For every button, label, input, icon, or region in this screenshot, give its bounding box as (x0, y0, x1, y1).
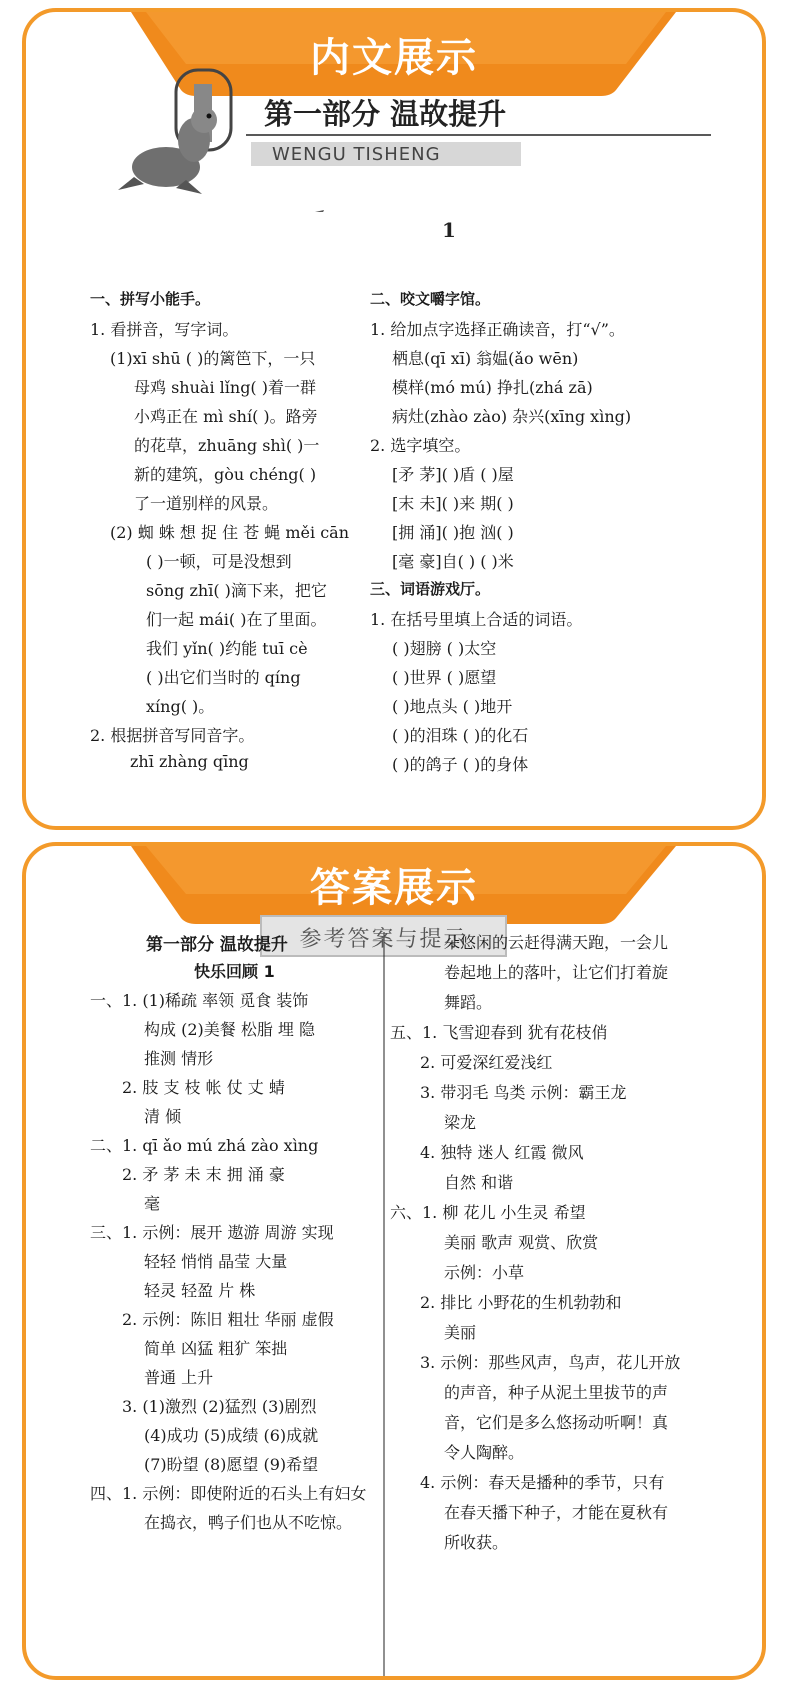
text-line: 五、1. 飞雪迎春到 犹有花枝俏 (390, 1023, 608, 1042)
text-line: 快乐回顾 1 (194, 962, 275, 981)
text-line: 三、1. 示例：展开 遨游 周游 实现 (90, 1223, 334, 1242)
text-line: 的声音，种子从泥土里拔节的声 (444, 1383, 669, 1402)
banner1-title: 内文展示 (310, 35, 478, 81)
text-line: 在春天播下种子，才能在夏秋有 (444, 1503, 669, 1522)
text-line: 普通 上升 (144, 1368, 214, 1387)
text-line: (2) 蜘 蛛 想 捉 住 苍 蝇 měi cān (110, 523, 350, 542)
boy-mascot-icon (288, 210, 324, 212)
section-badge-number: 1 (442, 218, 456, 242)
text-line: ( )的鸽子 ( )的身体 (392, 755, 529, 774)
text-line: 4. 独特 迷人 红霞 微风 (420, 1143, 584, 1162)
text-line: ( )一顿，可是没想到 (146, 552, 292, 571)
text-line: (4)成功 (5)成绩 (6)成就 (144, 1426, 319, 1445)
text-line: 所收获。 (444, 1533, 509, 1552)
text-line: 模样(mó mú) 挣扎(zhá zā) (392, 378, 593, 397)
text-line: 3. (1)激烈 (2)猛烈 (3)剧烈 (122, 1397, 317, 1416)
text-line: 二、1. qī ǎo mú zhá zào xìng (90, 1136, 319, 1155)
text-line: 病灶(zhào zào) 杂兴(xīng xìng) (392, 407, 632, 426)
text-line: 栖息(qī xī) 翁媪(ǎo wēn) (392, 349, 579, 368)
part-title: 第一部分 温故提升 (264, 97, 507, 131)
text-line: xíng( )。 (146, 697, 215, 716)
text-line: 的花草，zhuāng shì( )一 (134, 436, 320, 455)
text-line: 一、1. (1)稀疏 率领 觅食 装饰 (90, 991, 309, 1010)
text-line: 美丽 歌声 观赏、欣赏 (444, 1233, 599, 1252)
text-line: 2. 矛 茅 未 末 拥 涌 豪 (122, 1165, 285, 1184)
text-line: 推测 情形 (144, 1049, 214, 1068)
text-line: 舞蹈。 (444, 993, 493, 1012)
text-line: (1)xī shū ( )的篱笆下，一只 (110, 349, 316, 368)
text-line: 轻灵 轻盈 片 株 (144, 1281, 256, 1300)
text-line: 令人陶醉。 (444, 1443, 525, 1462)
text-line: 2. 根据拼音写同音字。 (90, 726, 255, 745)
text-line: 第一部分 温故提升 (146, 935, 288, 955)
answer-preview-panel (22, 842, 766, 1680)
text-line: 在捣衣，鸭子们也从不吃惊。 (144, 1513, 353, 1532)
text-line: 1. 给加点字选择正确读音，打“√”。 (370, 320, 625, 339)
seal-illustration-icon (118, 107, 217, 194)
text-line: 清 倾 (144, 1107, 182, 1126)
text-line: 3. 带羽毛 鸟类 示例：霸王龙 (420, 1083, 627, 1102)
content-preview-panel (22, 8, 766, 830)
text-line: zhī zhàng qīng (130, 752, 249, 771)
text-line: 构成 (2)美餐 松脂 埋 隐 (144, 1020, 316, 1039)
text-line: 3. 示例：那些风声，鸟声，花儿开放 (420, 1353, 681, 1372)
text-line: [拥 涌]( )抱 汹( ) (392, 523, 514, 542)
text-line: 音，它们是多么悠扬动听啊！真 (444, 1413, 669, 1432)
text-line: 卷起地上的落叶，让它们打着旋 (444, 963, 669, 982)
text-line: [矛 茅]( )盾 ( )屋 (392, 465, 514, 484)
text-line: (7)盼望 (8)愿望 (9)希望 (144, 1455, 319, 1474)
text-line: 四、1. 示例：即使附近的石头上有妇女 (90, 1484, 367, 1503)
text-line: 简单 凶猛 粗犷 笨拙 (144, 1339, 288, 1358)
text-line: 六、1. 柳 花儿 小生灵 希望 (390, 1203, 586, 1222)
text-line: sōng zhī( )滴下来，把它 (146, 581, 327, 600)
part-pinyin: WENGU TISHENG (272, 144, 441, 165)
text-line: 美丽 (444, 1323, 477, 1342)
text-line: ( )的泪珠 ( )的化石 (392, 726, 529, 745)
text-line: [毫 豪]自( ) ( )米 (392, 552, 514, 571)
banner2-title: 答案展示 (310, 865, 478, 911)
text-line: 2. 可爱深红爱浅红 (420, 1053, 553, 1072)
text-line: 母鸡 shuài lǐng( )着一群 (134, 378, 317, 397)
text-line: 新的建筑，gòu chéng( ) (134, 465, 317, 484)
text-line: 1. 在括号里填上合适的词语。 (370, 610, 583, 629)
answer-title: 参考答案与提示 (299, 927, 468, 952)
text-line: 1. 看拼音，写字词。 (90, 320, 239, 339)
text-line: 一、拼写小能手。 (90, 290, 211, 308)
text-line: ( )翅膀 ( )太空 (392, 639, 497, 658)
text-line: ( )出它们当时的 qíng (146, 668, 301, 687)
text-line: 2. 选字填空。 (370, 436, 471, 455)
text-line: 二、咬文嚼字馆。 (370, 290, 491, 308)
text-line: 朵悠闲的云赶得满天跑，一会儿 (444, 933, 669, 952)
text-line: 2. 排比 小野花的生机勃勃和 (420, 1293, 622, 1312)
text-line: ( )地点头 ( )地开 (392, 697, 513, 716)
text-line: 轻轻 悄悄 晶莹 大量 (144, 1252, 288, 1271)
text-line: 三、词语游戏厅。 (370, 580, 491, 598)
text-line: 小鸡正在 mì shí( )。路旁 (134, 407, 318, 426)
text-line: 毫 (144, 1194, 161, 1213)
text-line: 们一起 mái( )在了里面。 (146, 610, 327, 629)
text-line: 了一道别样的风景。 (134, 494, 279, 513)
text-line: 4. 示例：春天是播种的季节，只有 (420, 1473, 665, 1492)
text-line: ( )世界 ( )愿望 (392, 668, 497, 687)
text-line: 2. 示例：陈旧 粗壮 华丽 虚假 (122, 1310, 334, 1329)
text-line: 我们 yǐn( )约能 tuī cè (146, 639, 308, 658)
text-line: [末 未]( )来 期( ) (392, 494, 514, 513)
text-line: 示例：小草 (444, 1263, 525, 1282)
section-badge-label: 快乐回顾 (322, 224, 394, 245)
text-line: 梁龙 (444, 1113, 477, 1132)
text-line: 自然 和谐 (444, 1173, 514, 1192)
text-line: 2. 肢 支 枝 帐 仗 丈 蜻 (122, 1078, 285, 1097)
